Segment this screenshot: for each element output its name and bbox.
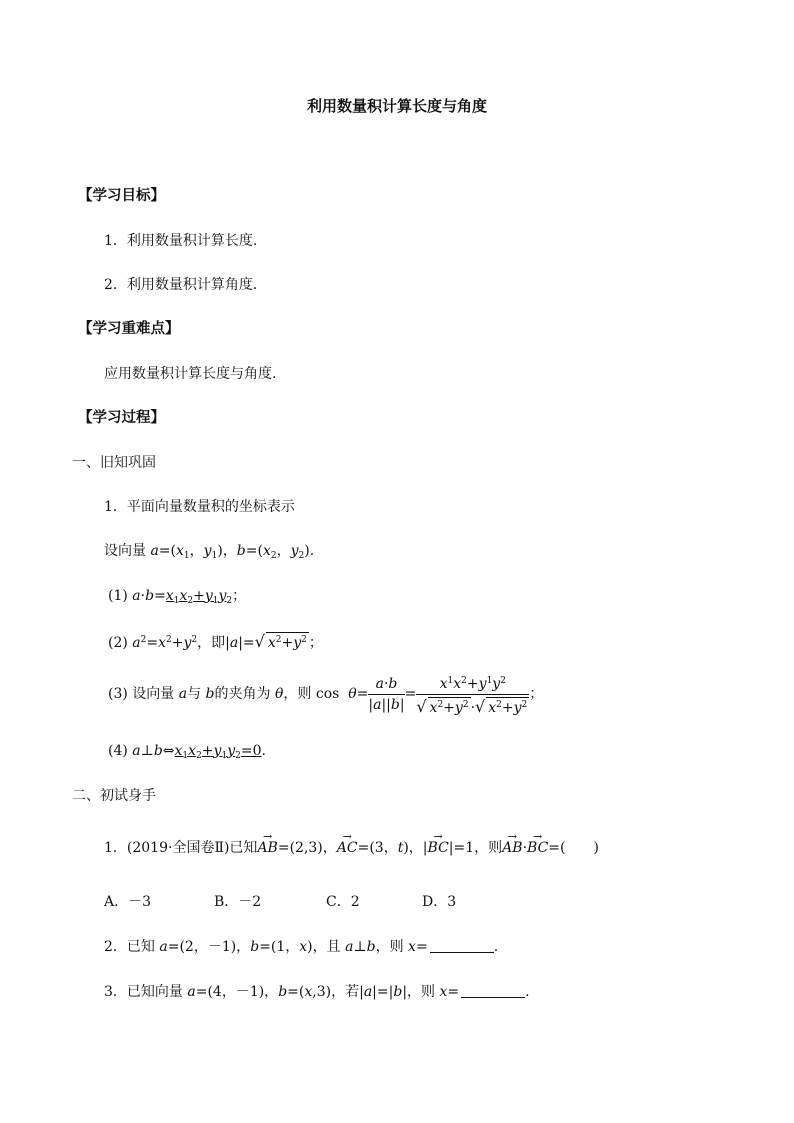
formula-length: (2) $a^2=x^2+y^2$，即|a|=√ $x^2+y^2$ ； (108, 632, 323, 651)
option-b: B．－2 (214, 894, 262, 910)
page-title: 利用数量积计算长度与角度 (306, 97, 487, 115)
formula-perpendicular: (4) $a\perp b\Leftrightarrow x_1x_2+y_1y_2=0$. (108, 743, 266, 761)
question-3: 3．已知向量 a=(4，－1)，b=(x,3)，若|a|=|b|，则 x= . (104, 984, 530, 1000)
answer-blank[interactable] (430, 938, 494, 953)
fraction-coordinates: $\frac{x^1x^2+y^1y^2}{√ x^2+y^2 \cdot√ x^2+y^2}$ (416, 673, 529, 716)
question-1: 1．(2019·全国卷Ⅱ)已知→ AB=(2,3)，→ AC=(3，t)，|→ BC|=1，则→ AB·→ BC=( ) (104, 838, 599, 858)
vector-setup (104, 541, 314, 566)
goal-item-1: 1．利用数量积计算长度. (104, 233, 258, 249)
option-d: D．3 (422, 894, 457, 910)
key-points-text: 应用数量积计算长度与角度. (104, 366, 277, 382)
question-2: 2．已知 a=(2，－1)，b=(1，x)，且 a⊥b，则 x= . (104, 939, 499, 955)
goal-item-2: 2．利用数量积计算角度. (104, 277, 258, 293)
fraction-dot-over-lengths: $\frac{a\cdot b}{|a||b|}$ (368, 675, 405, 713)
section-heading-process: 【学习过程】 (78, 409, 165, 426)
section-heading-key-points: 【学习重难点】 (78, 320, 180, 337)
option-a: A．－3 (104, 894, 152, 910)
formula-dot-product: (1) $a\cdot b=x_1x_2+y_1y_2$； (108, 588, 247, 606)
formula-angle: (3) 设向量 a与 b的夹角为 θ，则 cos θ= $\frac{a\cdot b}{|a||b|}$ = $\frac{x^1x^2+y^1y^2}{√ x^2+y^2 \cdot√ x^2+y^2}$ ； (108, 672, 543, 716)
answer-blank[interactable] (461, 983, 525, 998)
section-heading-goals: 【学习目标】 (78, 187, 165, 204)
formula-text: 设向量 $a=(x_1$，$y_1$)，$b=(x_2$，$y_2$). (104, 543, 315, 561)
option-c: C．2 (326, 894, 360, 910)
part1-heading: 一、旧知巩固 (72, 455, 156, 471)
part2-heading: 二、初试身手 (72, 788, 156, 804)
part1-subtitle: 1．平面向量数量积的坐标表示 (104, 499, 295, 515)
